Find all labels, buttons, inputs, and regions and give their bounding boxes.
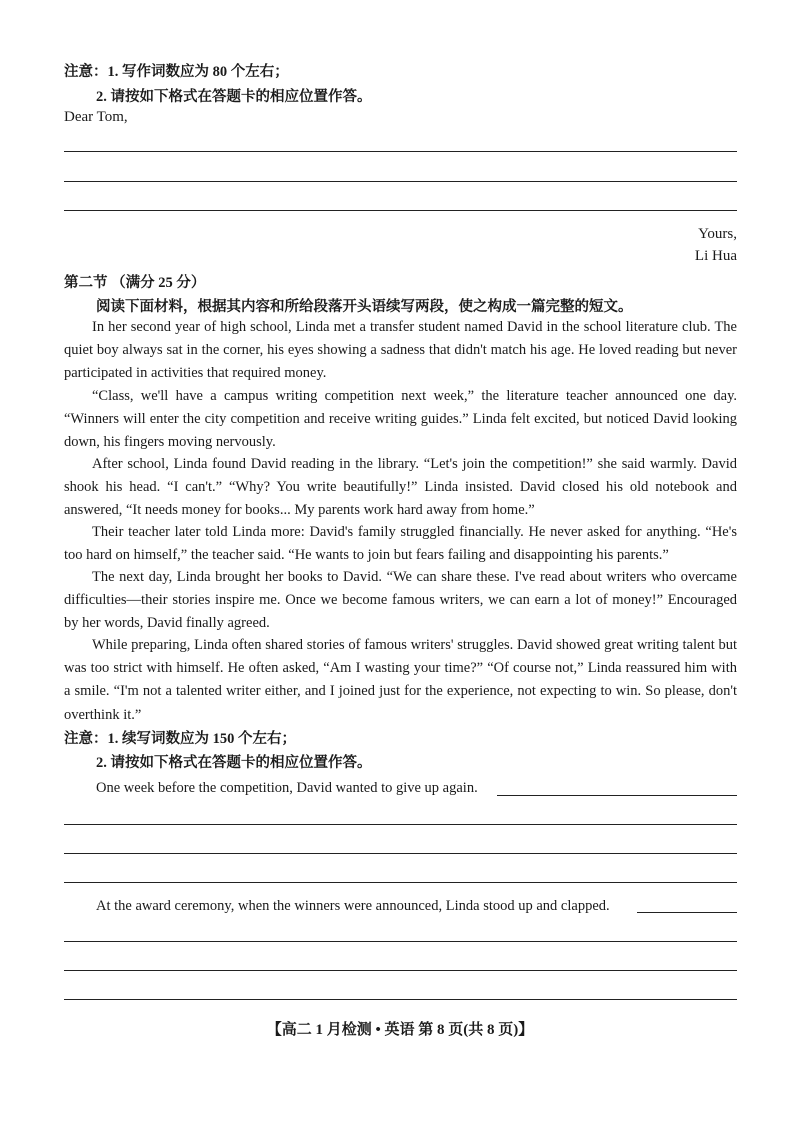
continuation-note-1: 注意：1. 续写词数应为 150 个左右； <box>64 731 296 747</box>
section-title: 第二节 （满分 25 分） <box>64 275 206 291</box>
continuation-prompt-1: One week before the competition, David wanted to give up again. <box>96 780 478 796</box>
answer-line <box>64 210 737 211</box>
story-paragraph: The next day, Linda brought her books to David. “We can share these. I've read about writers who overcame difficulties—their stories inspire me. Once we become famous writers, we can earn a lot of money!” Encouraged by her words, David finally agreed. <box>64 569 737 632</box>
answer-line <box>64 999 737 1000</box>
answer-line <box>64 970 737 971</box>
answer-line <box>64 882 737 883</box>
writing-note-2: 2. 请按如下格式在答题卡的相应位置作答。 <box>96 89 372 105</box>
story-paragraph: While preparing, Linda often shared stories of famous writers' struggles. David showed great writing talent but was too strict with himself. He often asked, “Am I wasting your time?” “Of course not,” Linda reassured him with a smile. “I'm not a talented writer either, and I joined just for the experience, not expecting to win. So please, don't overthink it.” <box>64 637 737 723</box>
letter-signature: Li Hua <box>694 248 737 264</box>
answer-line <box>637 912 737 913</box>
answer-line <box>64 824 737 825</box>
answer-line <box>497 795 737 796</box>
letter-closing: Yours, <box>698 226 737 242</box>
answer-line <box>64 181 737 182</box>
answer-line <box>64 941 737 942</box>
story-paragraph: Their teacher later told Linda more: David's family struggled financially. He never asked for anything. “He's too hard on himself,” the teacher said. “He wants to join but fears failing and disappointing his parents.” <box>64 524 737 564</box>
answer-line <box>64 151 737 152</box>
answer-line <box>64 853 737 854</box>
story-paragraph: In her second year of high school, Linda met a transfer student named David in the school literature club. The quiet boy always sat in the corner, his eyes showing a sadness that didn't match his age. He loved reading but never participated in activities that required money. <box>64 319 737 382</box>
continuation-prompt-2: At the award ceremony, when the winners were announced, Linda stood up and clapped. <box>96 898 610 914</box>
section-instruction: 阅读下面材料，根据其内容和所给段落开头语续写两段，使之构成一篇完整的短文。 <box>96 299 633 315</box>
letter-greeting: Dear Tom, <box>64 109 128 125</box>
writing-note-1: 注意：1. 写作词数应为 80 个左右； <box>64 64 289 80</box>
story-paragraph: After school, Linda found David reading in the library. “Let's join the competition!” she said warmly. David shook his head. “I can't.” “Why? You write beautifully!” Linda insisted. David closed his old notebook and answered, “It needs money for books... My parents work hard away from home.” <box>64 456 737 519</box>
page-footer: 【高二 1 月检测 • 英语 第 8 页(共 8 页)】 <box>266 1022 534 1038</box>
story-paragraph: “Class, we'll have a campus writing competition next week,” the literature teacher announced one day. “Winners will enter the city competition and receive writing guides.” Linda felt excited, but noticed David looking down, his fingers moving nervously. <box>64 388 737 451</box>
continuation-note-2: 2. 请按如下格式在答题卡的相应位置作答。 <box>96 755 372 771</box>
